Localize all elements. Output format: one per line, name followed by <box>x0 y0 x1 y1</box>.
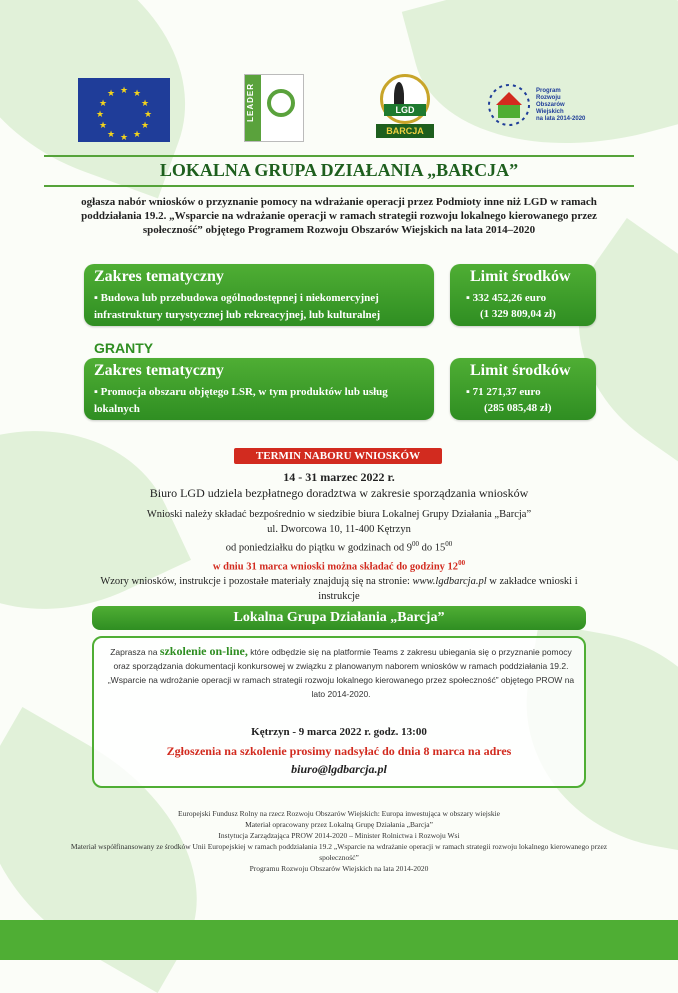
bottom-bar <box>0 920 678 960</box>
limit-euro-1: ▪ 332 452,26 euro <box>466 292 547 304</box>
footer-line: Materiał współfinansowany ze środków Unii Europejskiej w ramach poddziałania 19.2 „Wsparcie na wdrażanie operacji w ramach strategii rozwoju lokalnego kierowanego przez społeczność” <box>70 842 608 862</box>
address-line: ul. Dworcowa 10, 11-400 Kętrzyn <box>267 524 411 535</box>
footer-line: Instytucja Zarządzająca PROW 2014-2020 – Minister Rolnictwa i Rozwoju Wsi <box>218 831 460 840</box>
deadline-line: w dniu 31 marca wnioski można składać do godziny $12^{00}$ <box>212 558 466 572</box>
zakres-item-2: ▪ Promocja obszaru objętego LSR, w tym produktów lub usług lokalnych <box>94 386 388 415</box>
footer-line: Programu Rozwoju Obszarów Wiejskich na lata 2014-2020 <box>249 864 429 873</box>
background-leaf <box>529 218 678 472</box>
nabor-dates: 14 - 31 marzec 2022 r. <box>283 470 395 484</box>
hours-line: od poniedziałku do piątku w godzinach od $9^{00}$ do $15^{00}$ <box>225 540 453 554</box>
zakres-heading-1: Zakres tematyczny <box>94 268 224 285</box>
limit-box-2 <box>450 358 596 420</box>
zakres-box-1 <box>84 264 434 326</box>
intro-text: ogłasza nabór wniosków o przyznanie pomocy na wdrażanie operacji przez Podmioty inne niż LGD w ramach poddziałania 19.2. „Wsparcie na wdrażanie operacji w ramach strategii rozwoju lokalnego kierowanego przez społeczność” objętego Programem Rozwoju Obszarów Wiejskich na lata 2014–2020 <box>81 196 597 236</box>
limit-pln-2: (285 085,48 zł) <box>484 402 552 414</box>
lgd-seal <box>380 74 430 124</box>
termin-badge: TERMIN NABORU WNIOSKÓW <box>234 448 442 464</box>
doradztwo-text: Biuro LGD udziela bezpłatnego doradztwa w zakresie sporządzania wniosków <box>149 486 529 500</box>
leader-bar <box>245 75 261 141</box>
training-when: Kętrzyn - 9 marca 2022 r. godz. 13:00 <box>251 726 427 738</box>
limit-box-1 <box>450 264 596 326</box>
training-email[interactable]: biuro@lgdbarcja.pl <box>291 762 387 776</box>
lgd-banner: BARCJA <box>376 124 434 138</box>
eu-flag-logo: ★ ★ ★ ★ ★ ★ ★ ★ ★ ★ ★ ★ <box>78 78 170 142</box>
training-description: Zaprasza na szkolenie on-line, które odbędzie się na platformie Teams z zakresu ubiegania się o przyznanie pomocy oraz sporządzania dokumentacji konkursowej w związku z planowanym naborem wniosków w ramach poddziałania 19.2. „Wsparcie na wdrożanie operacji w ramach strategii rozwoju lokalnego kierowanego przez społeczność” objętego PROW na lato 2014-2020. <box>107 644 575 699</box>
training-box <box>92 636 586 788</box>
footer-line: Materiał opracowany przez Lokalną Grupę Działania „Barcja” <box>245 820 433 829</box>
prow-emblem-icon <box>484 80 534 130</box>
lgd-label: LGD <box>384 104 426 116</box>
title-rule-top <box>44 155 634 157</box>
limit-heading-2: Limit środków <box>470 362 571 379</box>
prow-text: Program Rozwoju Obszarów Wiejskich na lata 2014-2020 <box>536 88 586 122</box>
zakres-heading-2: Zakres tematyczny <box>94 362 224 379</box>
leader-logo <box>244 74 304 142</box>
leader-text: LEADER <box>246 83 255 122</box>
szkolenie-label: szkolenie on-line, <box>159 644 248 658</box>
footer-line: Europejski Fundusz Rolny na rzecz Rozwoju Obszarów Wiejskich: Europa inwestująca w obszary wiejskie <box>178 809 500 818</box>
lgd-banner-box: Lokalna Grupa Działania „Barcja” <box>92 606 586 630</box>
logo-row <box>0 74 678 144</box>
submission-info <box>0 507 678 604</box>
forms-line: Wzory wniosków, instrukcje i pozostałe materiały znajdują się na stronie: www.lgdbarcja.pl w zakładce wnioski i instrukcje <box>100 576 578 602</box>
page-title: LOKALNA GRUPA DZIAŁANIA „BARCJA” <box>159 160 519 180</box>
prow-logo <box>484 80 594 136</box>
training-apply: Zgłoszenia na szkolenie prosimy nadsyłać do dnia 8 marca na adres <box>166 744 512 758</box>
limit-euro-2: ▪ 71 271,37 euro <box>466 386 541 398</box>
granty-heading: GRANTY <box>94 340 154 356</box>
website-link[interactable]: www.lgdbarcja.pl <box>412 576 487 587</box>
leaf-icon <box>267 89 295 117</box>
footer <box>60 808 618 874</box>
limit-heading-1: Limit środków <box>470 268 571 285</box>
lgd-barcja-logo <box>374 74 436 140</box>
title-rule-bottom <box>44 185 634 187</box>
zakres-box-2 <box>84 358 434 420</box>
submission-line: Wnioski należy składać bezpośrednio w siedzibie biura Lokalnej Grupy Działania „Barcja” <box>146 509 532 520</box>
zakres-item-1: ▪ Budowa lub przebudowa ogólnodostępnej i niekomercyjnej infrastruktury turystycznej lub rekreacyjnej, lub kulturalnej <box>94 292 381 321</box>
limit-pln-1: (1 329 809,04 zł) <box>480 308 556 320</box>
